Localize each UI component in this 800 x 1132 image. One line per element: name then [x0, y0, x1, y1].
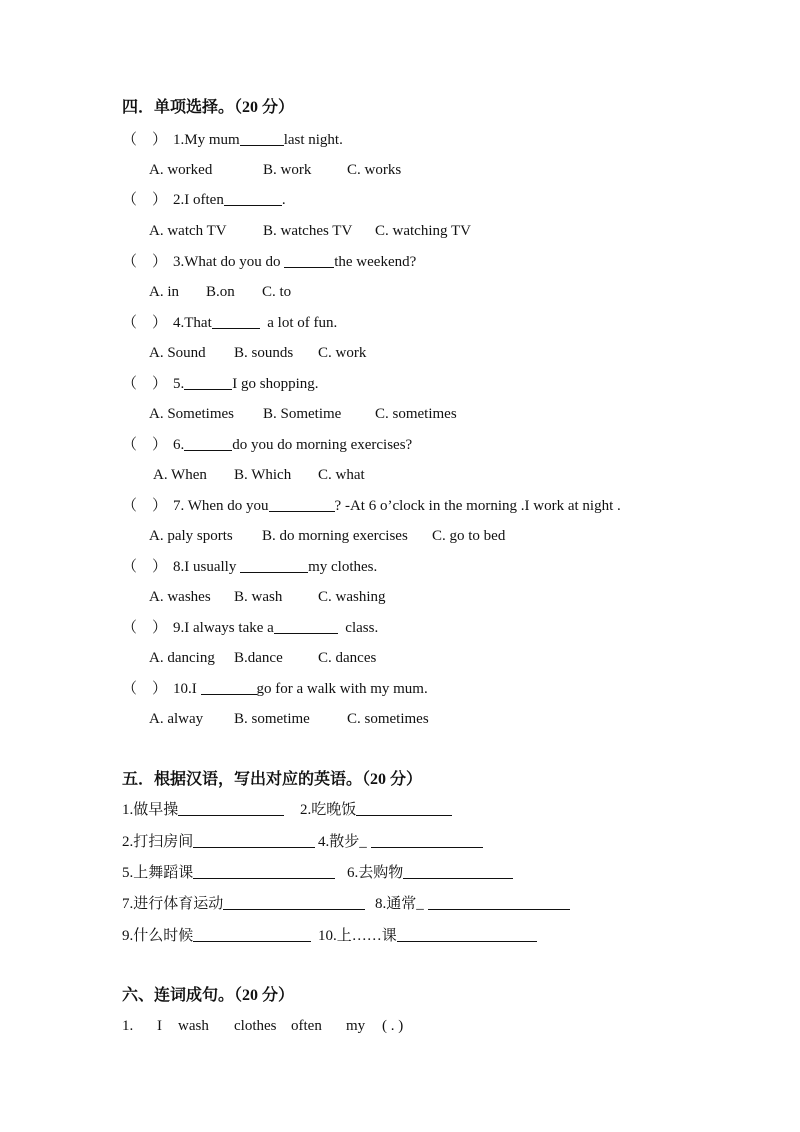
question-text: 3.What do you do the weekend?: [173, 254, 417, 270]
answer-blank[interactable]: [178, 801, 284, 816]
vocab-item: 6.去购物: [347, 863, 513, 883]
option-a: A. in: [149, 284, 179, 300]
answer-blank[interactable]: [212, 314, 260, 329]
option-a: A. worked: [149, 162, 213, 178]
word: wash: [178, 1018, 209, 1034]
option-b: B. wash: [234, 589, 283, 605]
option-b: B. sounds: [234, 345, 294, 361]
question-text: 10.I go for a walk with my mum.: [173, 681, 428, 697]
option-a: A. Sometimes: [149, 406, 234, 422]
answer-paren[interactable]: （ ）: [122, 620, 168, 636]
option-a: A. When: [153, 467, 207, 483]
answer-blank[interactable]: [223, 895, 365, 910]
answer-paren[interactable]: （ ）: [122, 376, 168, 392]
question-text: 5. I go shopping.: [173, 376, 319, 392]
answer-paren[interactable]: （ ）: [122, 254, 168, 270]
answer-blank[interactable]: [397, 927, 537, 942]
question-text: 7. When do you ? -At 6 o’clock in the morning .I work at night .: [173, 498, 621, 514]
answer-paren[interactable]: （ ）: [122, 681, 168, 697]
item-number: 1.: [122, 1018, 134, 1034]
option-b: B.dance: [234, 650, 283, 666]
option-c: C. dances: [318, 650, 377, 666]
vocab-item: 2.打扫房间: [122, 832, 315, 852]
answer-blank[interactable]: [184, 436, 232, 451]
question-text: 9.I always take a class.: [173, 620, 379, 636]
word: my: [346, 1018, 366, 1034]
option-a: A. Sound: [149, 345, 206, 361]
option-a: A. dancing: [149, 650, 215, 666]
option-c: C. washing: [318, 589, 386, 605]
answer-paren[interactable]: （ ）: [122, 437, 168, 453]
question-text: 2.I often .: [173, 192, 286, 208]
answer-blank[interactable]: [184, 375, 232, 390]
question-text: 8.I usually my clothes.: [173, 559, 378, 575]
section4-heading: 四．单项选择。（20 分）: [122, 99, 295, 116]
option-c: C. to: [262, 284, 292, 300]
answer-paren[interactable]: （ ）: [122, 192, 168, 208]
answer-paren[interactable]: （ ）: [122, 315, 168, 331]
answer-blank[interactable]: [403, 864, 513, 879]
option-b: B. work: [263, 162, 312, 178]
answer-blank[interactable]: [193, 833, 315, 848]
option-c: C. sometimes: [347, 711, 429, 727]
option-a: A. washes: [149, 589, 211, 605]
answer-blank[interactable]: [201, 680, 257, 695]
option-c: C. what: [318, 467, 365, 483]
option-a: A. watch TV: [149, 223, 227, 239]
question-text: 6. do you do morning exercises?: [173, 437, 413, 453]
section6-heading: 六、连词成句。（20 分）: [122, 987, 295, 1004]
option-b: B. sometime: [234, 711, 310, 727]
option-b: B. do morning exercises: [262, 528, 408, 544]
option-b: B.on: [206, 284, 235, 300]
option-a: A. alway: [149, 711, 204, 727]
question-text: 1.My mum last night.: [173, 132, 343, 148]
vocab-item: 1.做早操: [122, 800, 284, 820]
option-c: C. works: [347, 162, 402, 178]
option-c: C. work: [318, 345, 367, 361]
vocab-item: 5.上舞蹈课: [122, 863, 335, 883]
option-c: C. watching TV: [375, 223, 471, 239]
vocab-item: 2.吃晚饭: [300, 800, 452, 820]
section5-heading: 五．根据汉语，写出对应的英语。（20 分）: [122, 771, 423, 788]
word: ( . ): [382, 1018, 404, 1034]
answer-paren[interactable]: （ ）: [122, 498, 168, 514]
option-a: A. paly sports: [149, 528, 233, 544]
vocab-item: 9.什么时候: [122, 926, 311, 946]
answer-blank[interactable]: [269, 497, 335, 512]
answer-blank[interactable]: [240, 131, 284, 146]
answer-blank[interactable]: [371, 833, 483, 848]
answer-blank[interactable]: [240, 558, 308, 573]
answer-blank[interactable]: [428, 895, 570, 910]
word: clothes: [234, 1018, 277, 1034]
option-b: B. Which: [234, 467, 292, 483]
word: often: [291, 1018, 322, 1034]
answer-blank[interactable]: [193, 927, 311, 942]
word: I: [157, 1018, 162, 1034]
answer-paren[interactable]: （ ）: [122, 559, 168, 575]
answer-blank[interactable]: [224, 191, 282, 206]
vocab-item: 7.进行体育运动: [122, 894, 365, 914]
option-b: B. Sometime: [263, 406, 342, 422]
vocab-item: 4.散步_: [318, 832, 483, 852]
answer-blank[interactable]: [284, 253, 334, 268]
answer-paren[interactable]: （ ）: [122, 132, 168, 148]
answer-blank[interactable]: [274, 619, 338, 634]
option-b: B. watches TV: [263, 223, 353, 239]
answer-blank[interactable]: [193, 864, 335, 879]
option-c: C. sometimes: [375, 406, 457, 422]
vocab-item: 10.上……课: [318, 926, 537, 946]
answer-blank[interactable]: [356, 801, 452, 816]
vocab-item: 8.通常_: [375, 894, 570, 914]
option-c: C. go to bed: [432, 528, 506, 544]
question-text: 4.That a lot of fun.: [173, 315, 338, 331]
